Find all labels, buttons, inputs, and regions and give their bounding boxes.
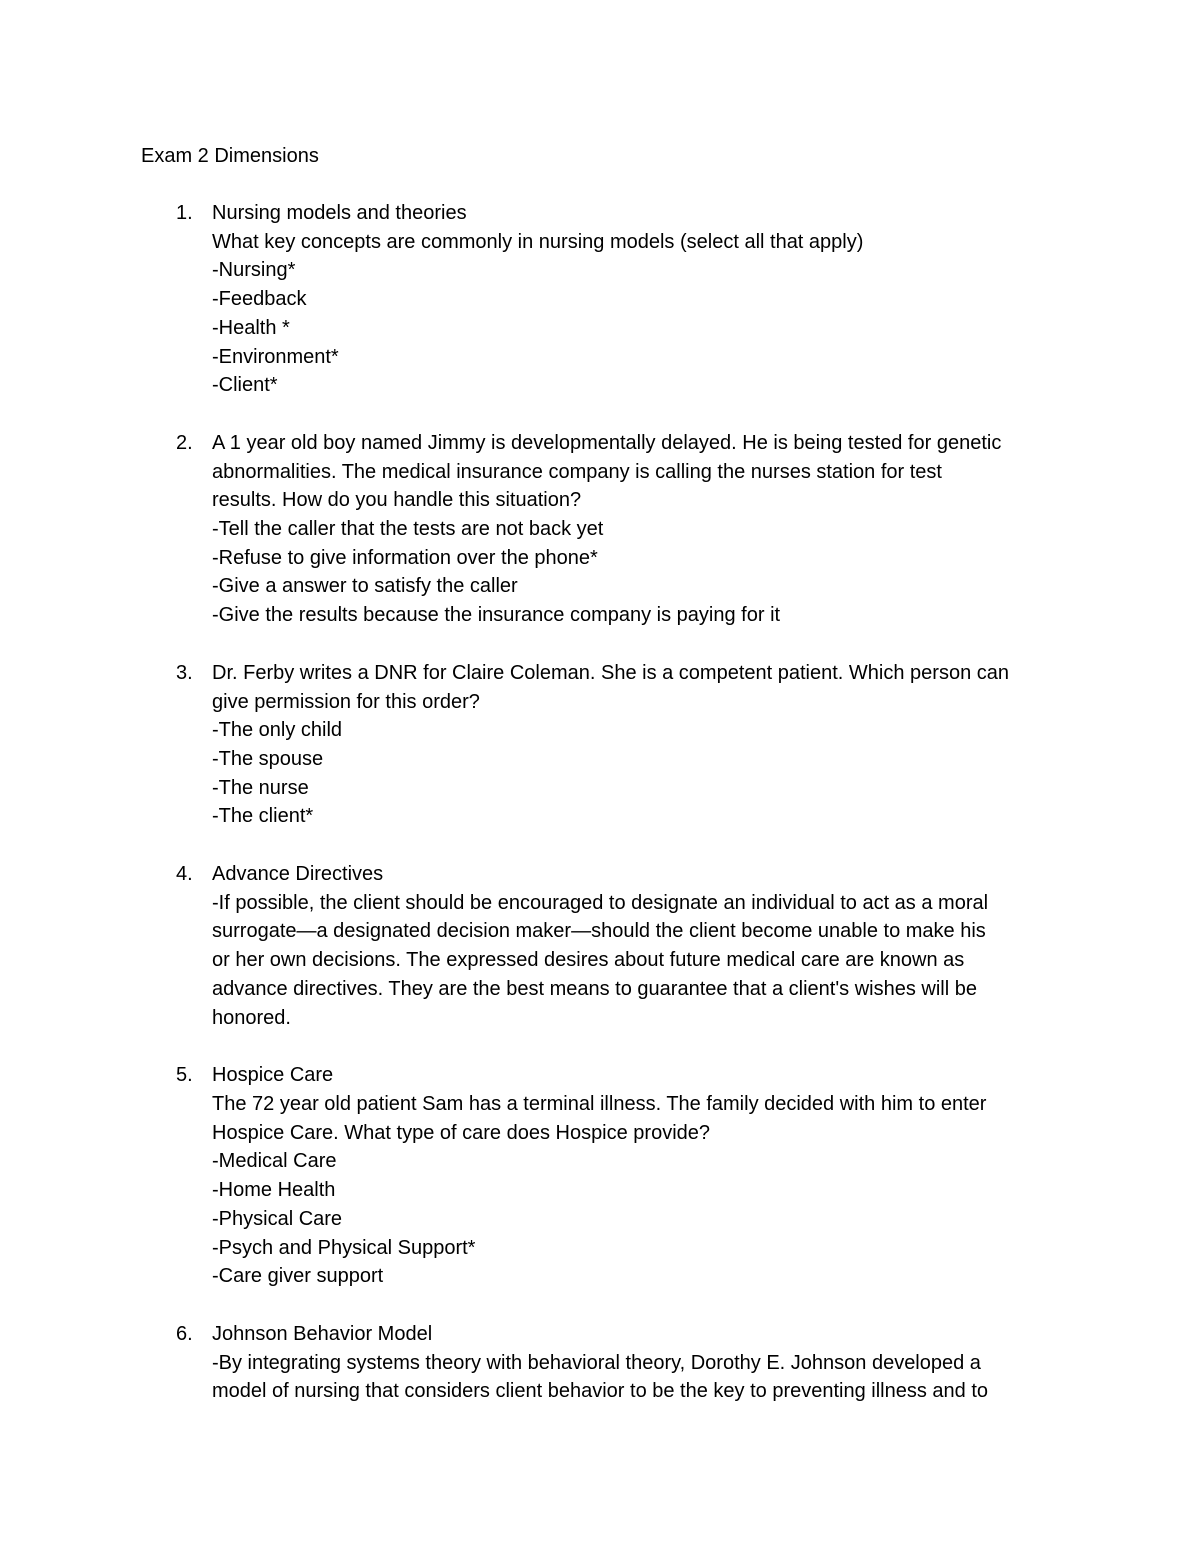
question-line: results. How do you handle this situation?	[212, 489, 582, 512]
answer-option: -Environment*	[212, 345, 339, 368]
question-line: Nursing models and theories	[212, 202, 467, 224]
answer-option: -Medical Care	[212, 1150, 337, 1173]
question-line: The 72 year old patient Sam has a terminal illness. The family decided with him to enter	[212, 1092, 987, 1115]
answer-option: -Refuse to give information over the phone*	[212, 546, 598, 569]
question-line: What key concepts are commonly in nursing models (select all that apply)	[212, 230, 864, 253]
paragraph-line: surrogate—a designated decision maker—should the client become unable to make his	[212, 920, 986, 943]
answer-option: -Psych and Physical Support*	[212, 1236, 476, 1259]
question-line: Johnson Behavior Model	[212, 1322, 433, 1345]
answer-option: -Home Health	[212, 1179, 336, 1202]
question-number: 6.	[176, 1322, 193, 1345]
answer-option: -Care giver support	[212, 1265, 384, 1288]
paragraph-line: advance directives. They are the best means to guarantee that a client's wishes will be	[212, 977, 977, 1000]
paragraph-line: -If possible, the client should be encouraged to designate an individual to act as a moral	[212, 891, 989, 914]
paragraph-line: honored.	[212, 1006, 291, 1029]
paragraph-line: -By integrating systems theory with behavioral theory, Dorothy E. Johnson developed a	[212, 1351, 981, 1374]
question-number: 2.	[176, 431, 193, 454]
answer-option: -Give the results because the insurance company is paying for it	[212, 604, 781, 627]
answer-option: -Physical Care	[212, 1207, 343, 1230]
question-item	[141, 659, 1071, 831]
answer-option: -Client*	[212, 374, 278, 397]
answer-option: -Health *	[212, 316, 290, 339]
question-number: 3.	[176, 661, 193, 684]
question-line: Dr. Ferby writes a DNR for Claire Coleman. She is a competent patient. Which person can	[212, 661, 1009, 684]
question-item	[141, 1061, 1071, 1291]
answer-option: -The nurse	[212, 776, 309, 799]
question-line: Hospice Care. What type of care does Hospice provide?	[212, 1121, 711, 1144]
paragraph-line: model of nursing that considers client behavior to be the key to preventing illness and to	[212, 1380, 989, 1403]
answer-option: -The spouse	[212, 747, 324, 770]
question-line: A 1 year old boy named Jimmy is developmentally delayed. He is being tested for genetic	[212, 431, 1002, 454]
question-line: give permission for this order?	[212, 690, 480, 713]
question-item	[141, 199, 1071, 400]
question-number: 1.	[176, 202, 193, 224]
question-line: abnormalities. The medical insurance company is calling the nurses station for test	[212, 460, 942, 483]
question-line: Hospice Care	[212, 1064, 334, 1087]
answer-option: -Give a answer to satisfy the caller	[212, 575, 518, 598]
question-item	[141, 1320, 1071, 1406]
question-item	[141, 429, 1071, 630]
answer-option: -Feedback	[212, 288, 307, 311]
question-item	[141, 860, 1071, 1032]
question-line: Advance Directives	[212, 863, 384, 886]
answer-option: -Nursing*	[212, 259, 296, 282]
question-number: 5.	[176, 1064, 193, 1087]
paragraph-line: or her own decisions. The expressed desires about future medical care are known as	[212, 949, 965, 972]
question-list	[141, 199, 1071, 1435]
answer-option: -Tell the caller that the tests are not back yet	[212, 518, 604, 541]
question-number: 4.	[176, 863, 193, 886]
answer-option: -The only child	[212, 719, 343, 742]
answer-option: -The client*	[212, 805, 314, 828]
document-title: Exam 2 Dimensions	[141, 145, 319, 167]
